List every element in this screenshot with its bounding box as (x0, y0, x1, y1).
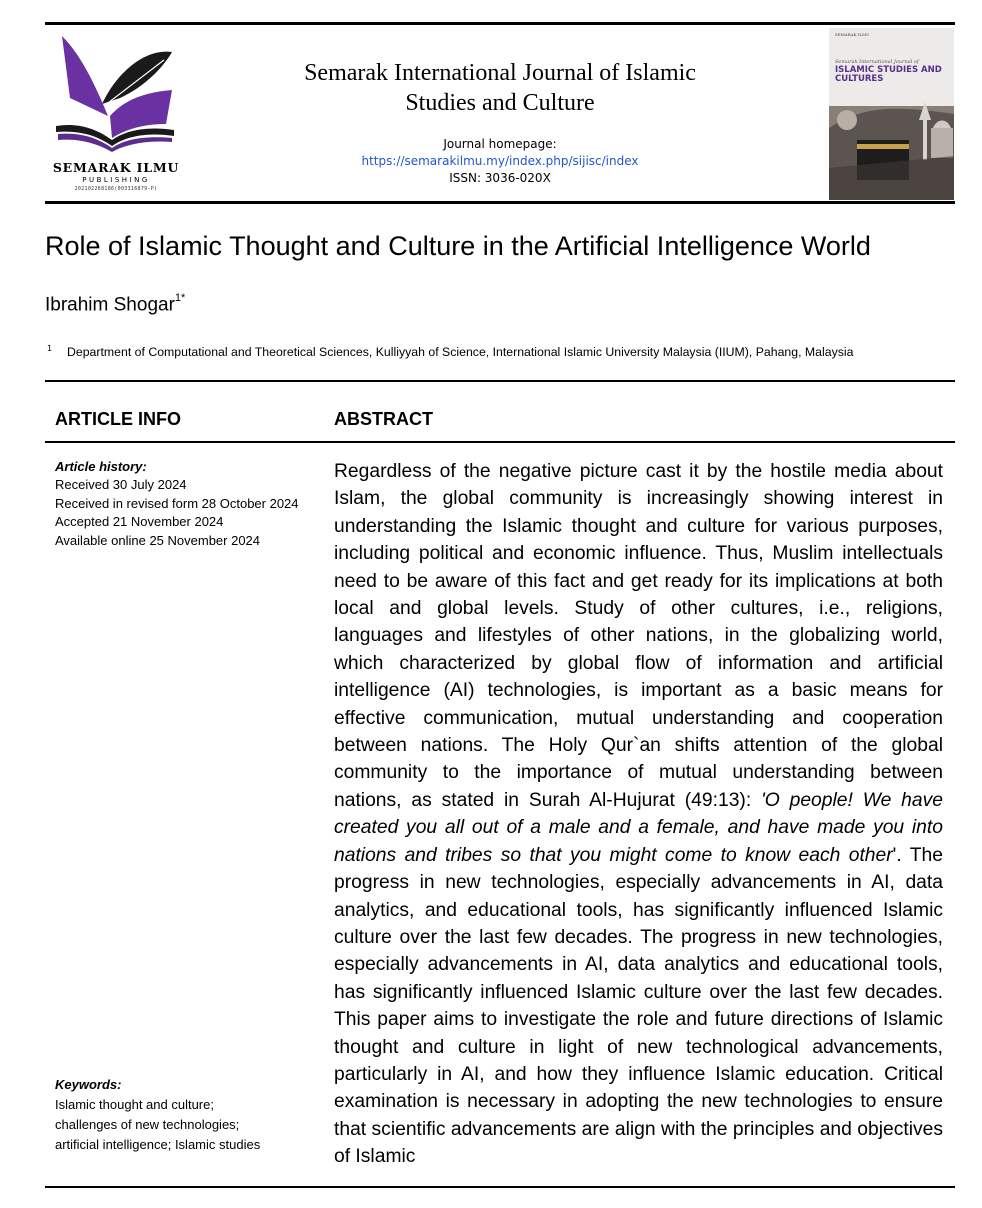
abstract-heading: ABSTRACT (334, 409, 433, 429)
history-accepted: Accepted 21 November 2024 (55, 514, 224, 530)
info-top-rule (45, 380, 955, 382)
header-top-rule (45, 22, 955, 25)
keywords-heading: Keywords: (55, 1077, 122, 1092)
history-revised: Received in revised form 28 October 2024 (55, 495, 299, 511)
author (45, 294, 185, 316)
logo-publisher-name: SEMARAK ILMU (52, 160, 180, 175)
abstract-part2: '. The progress in new technologies, especially advancements in AI, data analytics, and educational tools, has significantly influenced Islamic culture over the last few decades. The progress in new technologies, especially advancements in AI, data analytics and educational tools, has significantly influenced Islamic culture over the last few decades. This paper aims to investigate the role and future directions of Islamic thought and culture in light of new technological advancements, particularly in AI, and how they influence Islamic education. Critical examination is necessary in adopting the new technologies to ensure that scientific advancements are align with the principles and objectives of Islamic (334, 844, 943, 1168)
article-info-heading: ARTICLE INFO (55, 409, 181, 429)
history-received: Received 30 July 2024 (55, 477, 187, 493)
keyword-line: challenges of new technologies; (55, 1117, 240, 1132)
abstract-part1: Regardless of the negative picture cast it by the hostile media about Islam, the global community is increasingly showing interest in understanding the Islamic thought and culture for various purposes, including political and economic influence. Thus, Muslim intellectuals need to be aware of this fact and get ready for its implications at both local and global levels. Study of other cultures, i.e., religions, languages and lifestyles of other nations, in the globalizing world, which characterized by global flow of information and artificial intelligence (AI) technologies, is important as a basic means for effective communication, mutual understanding and cooperation between nations. The Holy Qur`an shifts attention of the global community to the importance of mutual understanding between nations, as stated in Surah Al-Hujurat (49:13): (334, 461, 943, 811)
keywords (55, 1075, 260, 1155)
article-history (55, 458, 299, 550)
author-superscript: 1* (174, 292, 186, 304)
journal-title-line1: Semarak International Journal of Islamic (304, 60, 696, 86)
cover-illustration-icon (829, 28, 954, 200)
info-heading-rule (45, 441, 955, 443)
cover-journal-title: ISLAMIC STUDIES AND CULTURES (835, 65, 942, 84)
info-bottom-rule (45, 1186, 955, 1188)
cover-journal-small: Semarak International Journal of (835, 59, 919, 65)
cover-publisher: SEMARAK ILMU (835, 32, 870, 37)
journal-cover-image (829, 28, 954, 200)
book-quill-icon (54, 34, 179, 154)
abstract-paragraph (334, 458, 943, 1171)
homepage-link[interactable]: https://semarakilmu.my/index.php/sijisc/index (361, 154, 639, 168)
logo-publisher-sub: PUBLISHING (82, 176, 150, 184)
article-history-heading: Article history: (55, 459, 147, 474)
journal-title (250, 58, 750, 118)
paper-title: Role of Islamic Thought and Culture in the Artificial Intelligence World (45, 231, 871, 261)
homepage-label: Journal homepage: (443, 137, 557, 151)
logo-registration: 202102268186(003316879-P) (74, 186, 158, 192)
history-online: Available online 25 November 2024 (55, 532, 261, 548)
publisher-logo (46, 34, 186, 194)
affiliation-number: 1 (47, 344, 53, 353)
keyword-line: artificial intelligence; Islamic studies (55, 1137, 261, 1152)
issn: ISSN: 3036-020X (449, 171, 551, 185)
keyword-line: Islamic thought and culture; (55, 1097, 214, 1112)
abstract-quote: 'O people! We have created you all out of a male and a female, and have made you into nations and tribes so that you might come to know each other (334, 789, 943, 866)
abstract-text (334, 458, 943, 1171)
journal-title-line2: Studies and Culture (405, 90, 595, 116)
affiliation: Department of Computational and Theoretical Sciences, Kulliyyah of Science, International Islamic University Malaysia (IIUM), Pahang, Malaysia (67, 345, 854, 359)
header-bottom-rule (45, 201, 955, 204)
author-name: Ibrahim Shogar (45, 294, 175, 316)
